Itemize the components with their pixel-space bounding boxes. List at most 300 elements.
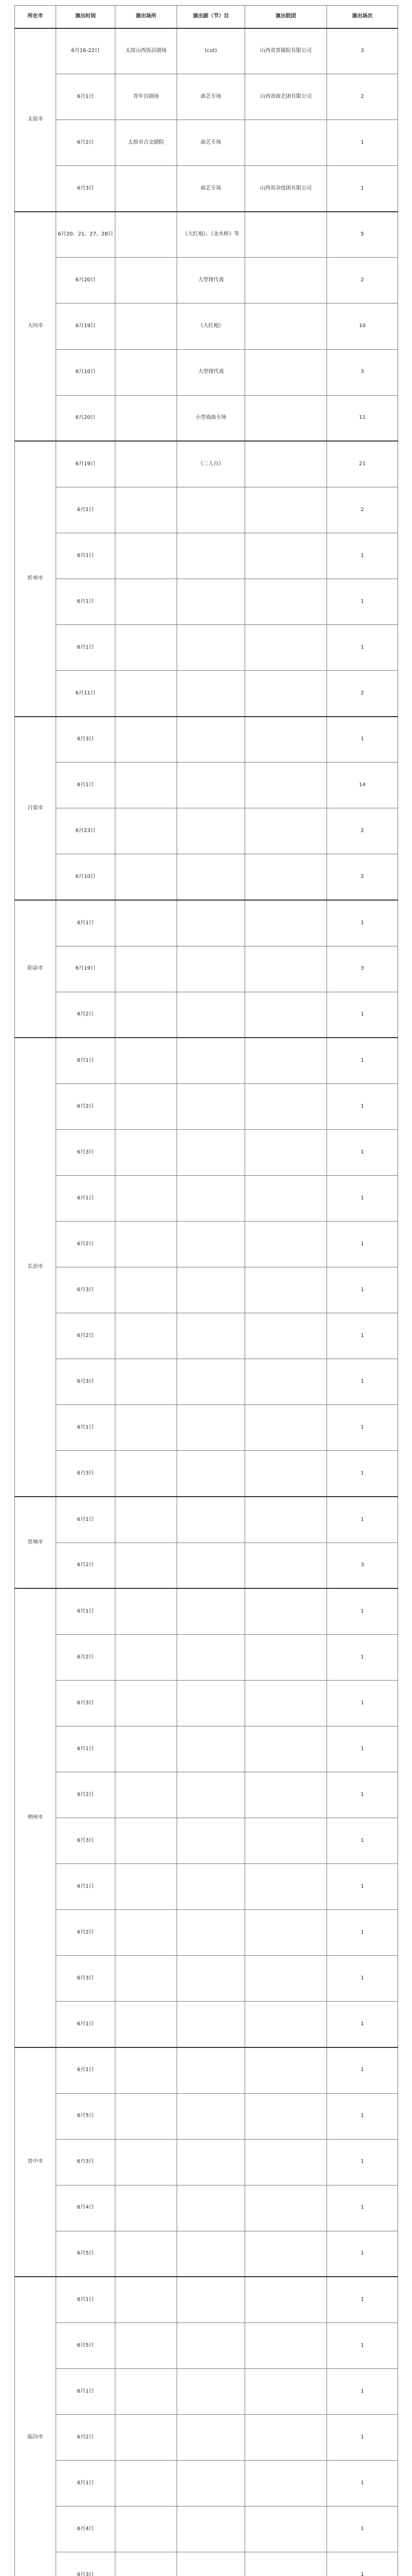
venue-cell: 青年宫剧场: [115, 74, 177, 120]
program-cell: [177, 1864, 245, 1910]
troupe-cell: [245, 212, 327, 258]
program-cell: 小型戏曲专场: [177, 395, 245, 441]
table-row: [15, 1772, 398, 1818]
program-cell: [177, 533, 245, 579]
troupe-cell: [245, 1680, 327, 1726]
troupe-cell: [245, 808, 327, 854]
program-cell: [177, 2277, 245, 2323]
venue-cell: [115, 1359, 177, 1405]
program-cell: [177, 1497, 245, 1543]
troupe-cell: [245, 1222, 327, 1267]
program-cell: [177, 1956, 245, 2002]
time-cell: 6月23日: [56, 808, 115, 854]
troupe-cell: [245, 717, 327, 762]
header-troupe: 演出院团: [245, 6, 327, 28]
program-cell: [177, 1359, 245, 1405]
table-row: [15, 2277, 398, 2323]
program-cell: [177, 1405, 245, 1451]
venue-cell: [115, 1634, 177, 1680]
table-row: [15, 1497, 398, 1543]
time-cell: 6月20日: [56, 395, 115, 441]
program-cell: [177, 625, 245, 671]
time-cell: 6月10日: [56, 349, 115, 395]
shows-cell: 3: [327, 1543, 398, 1588]
shows-cell: 1: [327, 1680, 398, 1726]
venue-cell: [115, 1818, 177, 1864]
time-cell: 6月1日: [56, 2461, 115, 2506]
shows-cell: 1: [327, 900, 398, 946]
table-row: [15, 717, 398, 762]
time-cell: 6月2日: [56, 120, 115, 166]
time-cell: 6月3日: [56, 717, 115, 762]
table-row: [15, 2093, 398, 2139]
troupe-cell: [245, 854, 327, 900]
troupe-cell: [245, 349, 327, 395]
time-cell: 6月1日: [56, 1497, 115, 1543]
venue-cell: [115, 1864, 177, 1910]
time-cell: 6月4日: [56, 2185, 115, 2231]
time-cell: 6月2日: [56, 1772, 115, 1818]
shows-cell: 1: [327, 1497, 398, 1543]
program-cell: [177, 487, 245, 533]
table-row: [15, 487, 398, 533]
shows-cell: 2: [327, 487, 398, 533]
shows-cell: 3: [327, 946, 398, 992]
venue-cell: [115, 762, 177, 808]
shows-cell: 1: [327, 2506, 398, 2552]
troupe-cell: 山西省曲艺团有限公司: [245, 74, 327, 120]
time-cell: 6月3日: [56, 1359, 115, 1405]
time-cell: 6月1日: [56, 625, 115, 671]
troupe-cell: [245, 2506, 327, 2552]
shows-cell: 1: [327, 1451, 398, 1497]
time-cell: 6月11日: [56, 671, 115, 717]
shows-cell: 1: [327, 533, 398, 579]
time-cell: 6月3日: [56, 166, 115, 212]
venue-cell: [115, 2139, 177, 2185]
shows-cell: 1: [327, 1634, 398, 1680]
troupe-cell: [245, 1726, 327, 1772]
shows-cell: 1: [327, 992, 398, 1038]
table-row: [15, 28, 398, 74]
time-cell: 6月16-22日: [56, 28, 115, 74]
program-cell: 大型现代戏: [177, 349, 245, 395]
program-cell: [177, 2323, 245, 2368]
venue-cell: [115, 1405, 177, 1451]
venue-cell: [115, 2093, 177, 2139]
table-row: [15, 2231, 398, 2277]
time-cell: 6月1日: [56, 1175, 115, 1221]
troupe-cell: [245, 2277, 327, 2323]
program-cell: [177, 1083, 245, 1129]
program-cell: [177, 1451, 245, 1497]
troupe-cell: [245, 2139, 327, 2185]
program-cell: 曲艺专场: [177, 120, 245, 166]
table-row: [15, 395, 398, 441]
program-cell: [177, 717, 245, 762]
troupe-cell: [245, 992, 327, 1038]
venue-cell: [115, 1543, 177, 1588]
troupe-cell: [245, 1497, 327, 1543]
shows-cell: 1: [327, 1175, 398, 1221]
time-cell: 6月1日: [56, 533, 115, 579]
venue-cell: [115, 533, 177, 579]
troupe-cell: [245, 487, 327, 533]
program-cell: [177, 992, 245, 1038]
table-row: [15, 258, 398, 303]
table-row: [15, 671, 398, 717]
program-cell: 曲艺专场: [177, 166, 245, 212]
table-row: [15, 1910, 398, 1956]
table-row: [15, 579, 398, 624]
program-cell: [177, 2461, 245, 2506]
header-time: 演出时间: [56, 6, 115, 28]
venue-cell: [115, 2552, 177, 2576]
city-cell: 晋中市: [15, 2047, 56, 2277]
program-cell: [177, 1772, 245, 1818]
table-row: [15, 2415, 398, 2461]
city-cell: 忻州市: [15, 441, 56, 716]
troupe-cell: [245, 1864, 327, 1910]
time-cell: 6月19日: [56, 441, 115, 487]
table-row: [15, 2047, 398, 2093]
table-row: [15, 2552, 398, 2576]
venue-cell: 太原市古交剧院: [115, 120, 177, 166]
troupe-cell: [245, 1313, 327, 1359]
program-cell: [177, 2506, 245, 2552]
time-cell: 6月2日: [56, 1543, 115, 1588]
venue-cell: [115, 1313, 177, 1359]
shows-cell: 1: [327, 1726, 398, 1772]
table-row: [15, 2368, 398, 2414]
table-row: [15, 992, 398, 1038]
troupe-cell: [245, 258, 327, 303]
time-cell: 6月1日: [56, 1588, 115, 1634]
shows-cell: 1: [327, 166, 398, 212]
time-cell: 6月1日: [56, 2002, 115, 2047]
venue-cell: [115, 1083, 177, 1129]
venue-cell: [115, 1129, 177, 1175]
table-header-row: [15, 6, 398, 28]
program-cell: [177, 2415, 245, 2461]
shows-cell: 3: [327, 349, 398, 395]
shows-cell: 1: [327, 2368, 398, 2414]
city-cell: 朔州市: [15, 1588, 56, 2047]
venue-cell: [115, 2415, 177, 2461]
program-cell: 《二人台》: [177, 441, 245, 487]
time-cell: 6月1日: [56, 487, 115, 533]
program-cell: [177, 2231, 245, 2277]
venue-cell: [115, 1175, 177, 1221]
table-row: [15, 303, 398, 349]
program-cell: [177, 854, 245, 900]
program-cell: 曲艺专场: [177, 74, 245, 120]
troupe-cell: [245, 1956, 327, 2002]
program-cell: [177, 1038, 245, 1083]
header-program: 演出剧（节）目: [177, 6, 245, 28]
table-row: [15, 1175, 398, 1221]
program-cell: [177, 2185, 245, 2231]
table-row: [15, 2139, 398, 2185]
venue-cell: [115, 2231, 177, 2277]
table-row: [15, 1313, 398, 1359]
venue-cell: [115, 671, 177, 717]
troupe-cell: [245, 441, 327, 487]
venue-cell: [115, 854, 177, 900]
troupe-cell: [245, 2093, 327, 2139]
program-cell: [177, 1680, 245, 1726]
troupe-cell: [245, 1267, 327, 1313]
venue-cell: [115, 1910, 177, 1956]
table-row: [15, 1588, 398, 1634]
venue-cell: [115, 1497, 177, 1543]
table-row: [15, 441, 398, 487]
shows-cell: 1: [327, 2185, 398, 2231]
city-cell: 临汾市: [15, 2277, 56, 2576]
shows-cell: 1: [327, 2277, 398, 2323]
time-cell: 6月2日: [56, 1083, 115, 1129]
venue-cell: [115, 1267, 177, 1313]
shows-cell: 1: [327, 2002, 398, 2047]
time-cell: 6月2日: [56, 2415, 115, 2461]
shows-cell: 1: [327, 1313, 398, 1359]
troupe-cell: [245, 2185, 327, 2231]
time-cell: 6月1日: [56, 2368, 115, 2414]
venue-cell: [115, 946, 177, 992]
shows-cell: 1: [327, 579, 398, 624]
shows-cell: 1: [327, 2552, 398, 2576]
shows-cell: 1: [327, 2415, 398, 2461]
troupe-cell: [245, 1818, 327, 1864]
troupe-cell: [245, 303, 327, 349]
program-cell: 《大红袍》: [177, 303, 245, 349]
shows-cell: 1: [327, 1038, 398, 1083]
shows-cell: 1: [327, 2231, 398, 2277]
troupe-cell: [245, 2002, 327, 2047]
troupe-cell: [245, 2415, 327, 2461]
venue-cell: [115, 2368, 177, 2414]
program-cell: [177, 1543, 245, 1588]
table-row: [15, 1726, 398, 1772]
city-cell: 晋城市: [15, 1497, 56, 1588]
time-cell: 6月1日: [56, 2047, 115, 2093]
city-cell: 长治市: [15, 1038, 56, 1497]
time-cell: 6月1日: [56, 1038, 115, 1083]
program-cell: [177, 1818, 245, 1864]
table-row: [15, 808, 398, 854]
troupe-cell: [245, 2323, 327, 2368]
troupe-cell: [245, 1129, 327, 1175]
program-cell: [177, 946, 245, 992]
table-row: [15, 625, 398, 671]
troupe-cell: [245, 1451, 327, 1497]
shows-cell: 1: [327, 1864, 398, 1910]
table-row: [15, 1543, 398, 1588]
venue-cell: [115, 487, 177, 533]
table-row: [15, 1129, 398, 1175]
venue-cell: [115, 2277, 177, 2323]
time-cell: 6月1日: [56, 1405, 115, 1451]
troupe-cell: [245, 2461, 327, 2506]
venue-cell: [115, 1038, 177, 1083]
program-cell: [177, 1634, 245, 1680]
troupe-cell: [245, 1588, 327, 1634]
program-cell: [177, 2368, 245, 2414]
time-cell: 6月2日: [56, 1222, 115, 1267]
time-cell: 6月2日: [56, 1313, 115, 1359]
venue-cell: [115, 1451, 177, 1497]
shows-cell: 1: [327, 1956, 398, 2002]
venue-cell: [115, 441, 177, 487]
troupe-cell: [245, 533, 327, 579]
venue-cell: [115, 1956, 177, 2002]
venue-cell: [115, 258, 177, 303]
table-row: [15, 900, 398, 946]
venue-cell: [115, 992, 177, 1038]
venue-cell: [115, 395, 177, 441]
time-cell: 6月3日: [56, 1680, 115, 1726]
program-cell: 大型现代戏: [177, 258, 245, 303]
troupe-cell: [245, 2047, 327, 2093]
table-row: [15, 120, 398, 166]
time-cell: 6月1日: [56, 1726, 115, 1772]
shows-cell: 1: [327, 625, 398, 671]
troupe-cell: 山西省杂技团有限公司: [245, 166, 327, 212]
venue-cell: [115, 579, 177, 624]
table-row: [15, 74, 398, 120]
program-cell: [177, 1267, 245, 1313]
time-cell: 6月1日: [56, 579, 115, 624]
program-cell: (cut): [177, 28, 245, 74]
time-cell: 6月5日: [56, 2323, 115, 2368]
venue-cell: [115, 900, 177, 946]
shows-cell: 3: [327, 28, 398, 74]
table-row: [15, 762, 398, 808]
troupe-cell: [245, 762, 327, 808]
table-row: [15, 1083, 398, 1129]
city-cell: 吕梁市: [15, 717, 56, 900]
table-row: [15, 946, 398, 992]
table-row: [15, 212, 398, 258]
table-row: [15, 1680, 398, 1726]
program-cell: [177, 671, 245, 717]
venue-cell: [115, 2185, 177, 2231]
program-cell: [177, 762, 245, 808]
table-row: [15, 1956, 398, 2002]
troupe-cell: [245, 1772, 327, 1818]
city-cell: 太原市: [15, 28, 56, 212]
shows-cell: 1: [327, 1588, 398, 1634]
venue-cell: 太原山西饭店剧场: [115, 28, 177, 74]
time-cell: 6月3日: [56, 1451, 115, 1497]
time-cell: 6月2日: [56, 992, 115, 1038]
time-cell: 6月1日: [56, 1864, 115, 1910]
table-row: [15, 1267, 398, 1313]
table-row: [15, 2002, 398, 2047]
shows-cell: 1: [327, 1910, 398, 1956]
program-cell: [177, 1588, 245, 1634]
shows-cell: 1: [327, 1818, 398, 1864]
table-row: [15, 349, 398, 395]
time-cell: 6月3日: [56, 1129, 115, 1175]
table-row: [15, 2461, 398, 2506]
shows-cell: 1: [327, 1359, 398, 1405]
venue-cell: [115, 2323, 177, 2368]
venue-cell: [115, 808, 177, 854]
program-cell: [177, 579, 245, 624]
table-row: [15, 2323, 398, 2368]
shows-cell: 1: [327, 2047, 398, 2093]
table-row: [15, 1359, 398, 1405]
program-cell: [177, 900, 245, 946]
troupe-cell: 山西省晋剧院有限公司: [245, 28, 327, 74]
shows-cell: 1: [327, 2093, 398, 2139]
shows-cell: 21: [327, 441, 398, 487]
table-row: [15, 533, 398, 579]
troupe-cell: [245, 946, 327, 992]
time-cell: 6月2日: [56, 1910, 115, 1956]
time-cell: 6月20、21、27、28日: [56, 212, 115, 258]
table-row: [15, 1818, 398, 1864]
shows-cell: 1: [327, 120, 398, 166]
troupe-cell: [245, 671, 327, 717]
table-row: [15, 166, 398, 212]
table-row: [15, 1038, 398, 1083]
troupe-cell: [245, 2368, 327, 2414]
venue-cell: [115, 625, 177, 671]
venue-cell: [115, 1222, 177, 1267]
time-cell: 6月3日: [56, 1267, 115, 1313]
troupe-cell: [245, 1175, 327, 1221]
time-cell: 6月1日: [56, 2277, 115, 2323]
time-cell: 6月19日: [56, 303, 115, 349]
table-row: [15, 1864, 398, 1910]
shows-cell: 2: [327, 74, 398, 120]
troupe-cell: [245, 2231, 327, 2277]
troupe-cell: [245, 1543, 327, 1588]
program-cell: [177, 2002, 245, 2047]
venue-cell: [115, 2047, 177, 2093]
shows-cell: 1: [327, 1267, 398, 1313]
troupe-cell: [245, 2552, 327, 2576]
header-venue: 演出场所: [115, 6, 177, 28]
shows-cell: 1: [327, 1772, 398, 1818]
time-cell: 6月3日: [56, 2552, 115, 2576]
troupe-cell: [245, 1910, 327, 1956]
time-cell: 6月5日: [56, 2093, 115, 2139]
troupe-cell: [245, 120, 327, 166]
shows-cell: 11: [327, 395, 398, 441]
venue-cell: [115, 212, 177, 258]
troupe-cell: [245, 395, 327, 441]
time-cell: 6月4日: [56, 2506, 115, 2552]
program-cell: [177, 808, 245, 854]
venue-cell: [115, 166, 177, 212]
header-city: 所在市: [15, 6, 56, 28]
table-row: [15, 1634, 398, 1680]
time-cell: 6月1日: [56, 74, 115, 120]
shows-cell: 5: [327, 212, 398, 258]
time-cell: 6月20日: [56, 258, 115, 303]
time-cell: 6月10日: [56, 854, 115, 900]
troupe-cell: [245, 1359, 327, 1405]
shows-cell: 1: [327, 1129, 398, 1175]
time-cell: 6月1日: [56, 762, 115, 808]
troupe-cell: [245, 1405, 327, 1451]
program-cell: [177, 1910, 245, 1956]
program-cell: [177, 1129, 245, 1175]
troupe-cell: [245, 579, 327, 624]
